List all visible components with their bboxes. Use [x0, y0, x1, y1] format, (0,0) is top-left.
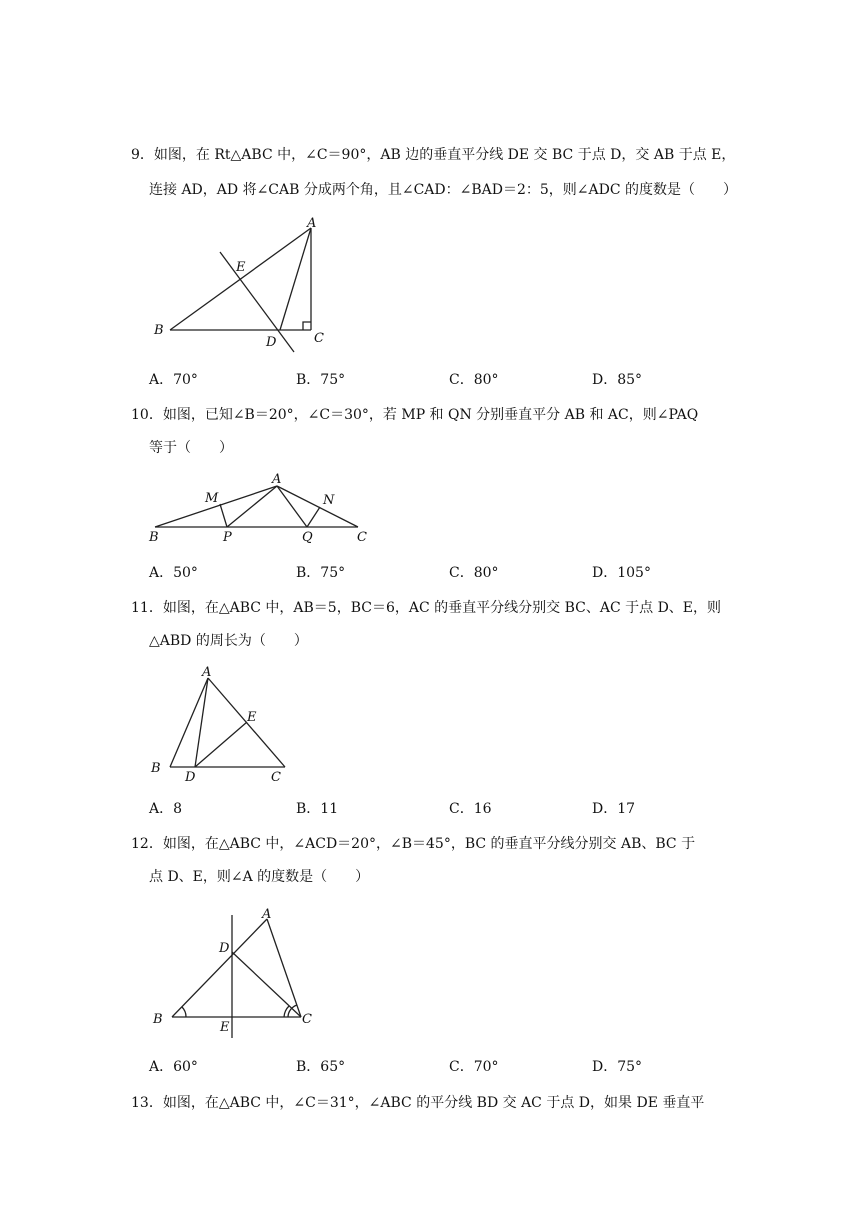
- segment-ac: [267, 919, 301, 1017]
- question-10-line-1: 10．如图，已知∠B＝20°，∠C＝30°，若 MP 和 QN 分别垂直平分 AB 和 AC，则∠PAQ: [131, 407, 699, 423]
- label-m: M: [205, 491, 219, 506]
- question-9-option-d: D．85°: [592, 372, 643, 388]
- question-11-option-b: B．11: [296, 801, 339, 817]
- question-11-line-1: 11．如图，在△ABC 中，AB＝5，BC＝6，AC 的垂直平分线分别交 BC、AC 于点 D、E，则: [131, 600, 722, 616]
- label-a: A: [202, 665, 212, 680]
- segment-dc: [232, 952, 301, 1017]
- label-d: D: [266, 335, 277, 350]
- label-a: A: [307, 216, 317, 231]
- question-10-option-b: B．75°: [296, 565, 346, 581]
- label-a: A: [272, 472, 282, 487]
- segment-de: [195, 722, 247, 767]
- question-10-figure: [140, 465, 390, 550]
- label-b: B: [153, 1012, 163, 1027]
- segment-ap: [227, 486, 277, 527]
- label-a: A: [262, 907, 272, 922]
- question-11-option-d: D．17: [592, 801, 636, 817]
- label-e: E: [220, 1020, 230, 1035]
- question-10-option-c: C．80°: [449, 565, 499, 581]
- label-e: E: [236, 260, 246, 275]
- question-11-option-a: A．8: [149, 801, 183, 817]
- segment-ac: [277, 486, 358, 527]
- label-q: Q: [302, 530, 313, 545]
- question-9-option-c: C．80°: [449, 372, 499, 388]
- question-10-line-2: 等于（ ）: [149, 440, 233, 456]
- label-b: B: [154, 323, 164, 338]
- question-11-option-c: C．16: [449, 801, 492, 817]
- question-10-option-d: D．105°: [592, 565, 651, 581]
- segment-aq: [277, 486, 307, 527]
- question-9-line-1: 9．如图，在 Rt△ABC 中，∠C＝90°，AB 边的垂直平分线 DE 交 BC 于点 D，交 AB 于点 E，: [131, 147, 736, 163]
- label-c: C: [314, 331, 324, 346]
- segment-mp: [220, 504, 227, 527]
- label-b: B: [149, 530, 159, 545]
- right-angle-mark: [303, 322, 311, 330]
- question-12-option-c: C．70°: [449, 1059, 499, 1075]
- label-p: P: [223, 530, 232, 545]
- label-c: C: [357, 530, 367, 545]
- question-12-option-a: A．60°: [149, 1059, 198, 1075]
- label-d: D: [219, 941, 230, 956]
- question-12-figure: [145, 895, 335, 1040]
- question-9-figure: [140, 210, 340, 360]
- angle-mark-b: [182, 1007, 186, 1017]
- question-10-option-a: A．50°: [149, 565, 198, 581]
- question-9-line-2: 连接 AD，AD 将∠CAB 分成两个角，且∠CAD：∠BAD＝2：5，则∠ADC 的度数是（ ）: [149, 182, 738, 198]
- question-12-line-2: 点 D、E，则∠A 的度数是（ ）: [149, 869, 370, 885]
- question-12-option-b: B．65°: [296, 1059, 346, 1075]
- segment-ad: [280, 228, 311, 330]
- label-d: D: [185, 770, 196, 785]
- question-11-figure: [145, 660, 305, 785]
- question-12-line-1: 12．如图，在△ABC 中，∠ACD＝20°，∠B＝45°，BC 的垂直平分线分别交 AB、BC 于: [131, 836, 696, 852]
- segment-ab: [172, 919, 267, 1017]
- question-9-option-b: B．75°: [296, 372, 346, 388]
- segment-ab: [170, 678, 208, 767]
- label-c: C: [271, 770, 281, 785]
- label-e: E: [247, 710, 257, 725]
- segment-ad: [195, 678, 208, 767]
- segment-qn: [307, 507, 320, 527]
- question-11-line-2: △ABD 的周长为（ ）: [149, 633, 308, 649]
- label-c: C: [302, 1012, 312, 1027]
- label-n: N: [323, 493, 335, 508]
- question-12-option-d: D．75°: [592, 1059, 643, 1075]
- question-13-line-1: 13．如图，在△ABC 中，∠C＝31°，∠ABC 的平分线 BD 交 AC 于点 D，如果 DE 垂直平: [131, 1095, 705, 1111]
- question-9-option-a: A．70°: [149, 372, 198, 388]
- label-b: B: [151, 761, 161, 776]
